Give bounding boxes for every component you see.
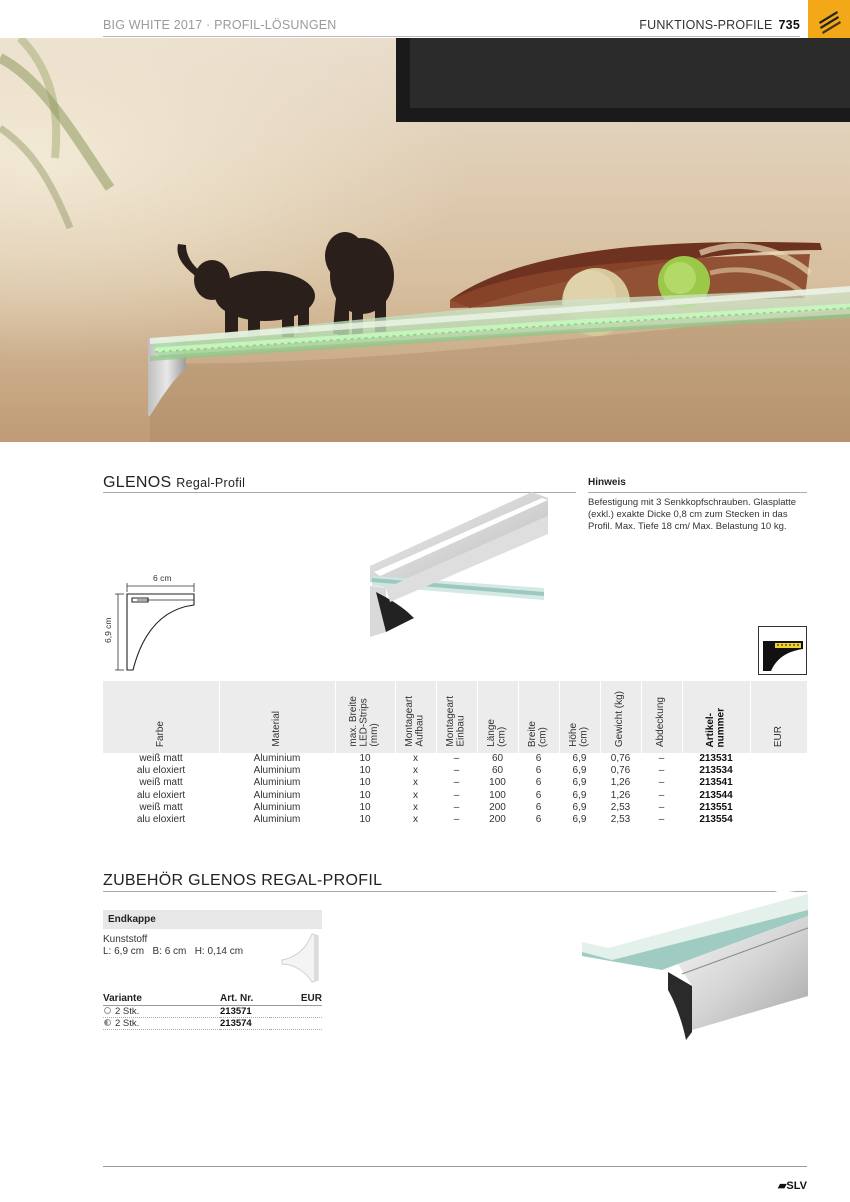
cell-farbe: alu eloxiert bbox=[136, 789, 186, 801]
col-header-label: Gewicht (kg) bbox=[614, 690, 626, 747]
cell-article-number: 213544 bbox=[699, 789, 733, 801]
variant-table bbox=[103, 992, 322, 1030]
cell-material: Aluminium bbox=[253, 765, 301, 777]
slv-logo-tab bbox=[808, 0, 850, 38]
variant-name bbox=[103, 1005, 220, 1017]
cell-article-number: 213541 bbox=[699, 777, 733, 789]
accessory-dimensions: L: 6,9 cm B: 6 cm H: 0,14 cm bbox=[103, 946, 244, 957]
hint-title-rule bbox=[588, 492, 807, 493]
col-height bbox=[559, 681, 600, 753]
variant-name-text: 2 Stk. bbox=[115, 1005, 140, 1017]
cell-width: 6 bbox=[535, 753, 542, 764]
cell-article-number: 213531 bbox=[699, 753, 733, 764]
cell-height: 6,9 bbox=[572, 753, 587, 764]
cell-mount-recessed: – bbox=[453, 801, 460, 813]
variant-col-name: Variante bbox=[103, 992, 220, 1005]
col-eur bbox=[750, 681, 807, 753]
cell-weight: 2,53 bbox=[610, 814, 631, 826]
footer-divider bbox=[103, 1166, 807, 1167]
cell-material: Aluminium bbox=[253, 814, 301, 826]
footer-logo-text: SLV bbox=[786, 1180, 807, 1192]
led-section-icon bbox=[759, 627, 806, 674]
alu-color-dot-icon bbox=[104, 1019, 111, 1026]
cell-eur bbox=[750, 802, 807, 814]
variant-eur bbox=[270, 1017, 322, 1029]
cell-cover: – bbox=[658, 777, 665, 789]
variant-name bbox=[103, 1017, 220, 1029]
cell-led-width: 10 bbox=[359, 753, 371, 764]
cell-mount-surface: x bbox=[413, 765, 418, 777]
cell-farbe: alu eloxiert bbox=[136, 765, 186, 777]
accessory-section-title: ZUBEHÖR GLENOS REGAL-PROFIL bbox=[103, 872, 383, 889]
cell-length: 200 bbox=[489, 801, 506, 813]
hero-photo bbox=[0, 38, 850, 442]
product-name: GLENOS bbox=[103, 474, 172, 491]
cell-material: Aluminium bbox=[253, 801, 301, 813]
cell-eur bbox=[750, 814, 807, 826]
cell-mount-recessed: – bbox=[453, 777, 460, 789]
cell-eur bbox=[750, 777, 807, 789]
col-header-label: Farbe bbox=[154, 720, 166, 747]
col-cover bbox=[641, 681, 682, 753]
cell-led-width: 10 bbox=[359, 814, 371, 826]
cell-height: 6,9 bbox=[572, 777, 587, 789]
accessory-product-render bbox=[582, 890, 808, 1046]
profile-product-render bbox=[366, 492, 550, 640]
cell-material: Aluminium bbox=[253, 789, 301, 801]
cell-length: 100 bbox=[489, 789, 506, 801]
cell-mount-surface: x bbox=[413, 814, 418, 826]
variant-row bbox=[103, 1005, 322, 1017]
spec-table-row bbox=[103, 765, 807, 777]
cell-length: 60 bbox=[491, 753, 504, 764]
variant-table-header bbox=[103, 992, 322, 1005]
cell-eur bbox=[750, 790, 807, 802]
cell-cover: – bbox=[658, 753, 665, 764]
cell-farbe: weiß matt bbox=[139, 753, 183, 764]
cell-mount-recessed: – bbox=[453, 765, 460, 777]
cell-article-number: 213551 bbox=[699, 801, 733, 813]
header-catalog-title: BIG WHITE 2017 · PROFIL-LÖSUNGEN bbox=[103, 18, 337, 32]
cell-width: 6 bbox=[535, 777, 542, 789]
product-spec-table bbox=[103, 681, 807, 826]
col-width bbox=[518, 681, 559, 753]
cell-led-width: 10 bbox=[359, 777, 371, 789]
cell-cover: – bbox=[658, 765, 665, 777]
variant-art: 213574 bbox=[220, 1017, 270, 1029]
shelf-scene-illustration bbox=[0, 38, 850, 442]
cell-width: 6 bbox=[535, 814, 542, 826]
cell-height: 6,9 bbox=[572, 789, 587, 801]
cell-farbe: weiß matt bbox=[139, 801, 183, 813]
cell-material: Aluminium bbox=[253, 777, 301, 789]
cell-article-number: 213554 bbox=[699, 814, 733, 826]
col-length bbox=[477, 681, 518, 753]
page-number: 735 bbox=[778, 18, 800, 32]
header-section-label: FUNKTIONS-PROFILE bbox=[639, 18, 773, 32]
footer-logo-icon: ▰ bbox=[777, 1180, 787, 1192]
profile-dimension-drawing bbox=[100, 578, 210, 678]
variant-row bbox=[103, 1017, 322, 1029]
end-cap-image bbox=[278, 930, 322, 984]
cell-weight: 0,76 bbox=[610, 753, 631, 764]
footer-logo bbox=[778, 1179, 807, 1192]
cell-weight: 2,53 bbox=[610, 801, 631, 813]
spec-table-header bbox=[103, 681, 807, 753]
spec-table-row bbox=[103, 790, 807, 802]
cell-length: 100 bbox=[489, 777, 506, 789]
spec-table-row bbox=[103, 753, 807, 765]
variant-art: 213571 bbox=[220, 1005, 270, 1017]
variant-col-eur: EUR bbox=[270, 992, 322, 1005]
variant-col-art: Art. Nr. bbox=[220, 992, 270, 1005]
product-subtitle: Regal-Profil bbox=[176, 476, 246, 490]
col-article-number bbox=[682, 681, 750, 753]
cell-led-width: 10 bbox=[359, 789, 371, 801]
cell-length: 200 bbox=[489, 814, 506, 826]
col-material bbox=[219, 681, 335, 753]
cell-width: 6 bbox=[535, 789, 542, 801]
variant-eur bbox=[270, 1005, 322, 1017]
cell-led-width: 10 bbox=[359, 765, 371, 777]
col-header-label: Höhe (cm) bbox=[568, 723, 590, 747]
cell-mount-recessed: – bbox=[453, 753, 460, 764]
col-header-label: Abdeckung bbox=[655, 696, 667, 747]
cell-length: 60 bbox=[491, 765, 504, 777]
col-header-label: Breite (cm) bbox=[527, 720, 549, 747]
cell-weight: 1,26 bbox=[610, 789, 631, 801]
cell-eur bbox=[750, 765, 807, 777]
cell-eur bbox=[750, 753, 807, 765]
cell-material: Aluminium bbox=[253, 753, 301, 764]
cell-weight: 1,26 bbox=[610, 777, 631, 789]
cell-mount-surface: x bbox=[413, 753, 418, 764]
cell-height: 6,9 bbox=[572, 801, 587, 813]
col-header-label: Länge (cm) bbox=[486, 719, 508, 747]
cell-mount-surface: x bbox=[413, 777, 418, 789]
cell-height: 6,9 bbox=[572, 814, 587, 826]
cell-mount-surface: x bbox=[413, 789, 418, 801]
variant-name-text: 2 Stk. bbox=[115, 1017, 140, 1029]
cell-cover: – bbox=[658, 801, 665, 813]
col-led-width bbox=[335, 681, 395, 753]
header-divider bbox=[103, 36, 800, 37]
accessory-material: Kunststoff bbox=[103, 934, 148, 945]
led-profile-icon bbox=[758, 626, 807, 675]
col-mount-recessed bbox=[436, 681, 477, 753]
col-header-label: Material bbox=[270, 711, 282, 747]
spec-table-row bbox=[103, 777, 807, 789]
accessory-description bbox=[103, 934, 243, 958]
header-section bbox=[639, 18, 800, 32]
spec-table-row bbox=[103, 802, 807, 814]
cell-width: 6 bbox=[535, 765, 542, 777]
col-farbe bbox=[103, 681, 219, 753]
cell-led-width: 10 bbox=[359, 801, 371, 813]
col-weight bbox=[600, 681, 641, 753]
dimension-width: 6 cm bbox=[153, 573, 172, 583]
white-color-dot-icon bbox=[104, 1007, 111, 1014]
accessory-item-title: Endkappe bbox=[103, 910, 322, 929]
cell-cover: – bbox=[658, 789, 665, 801]
col-header-label: Artikel- nummer bbox=[704, 707, 726, 747]
cell-cover: – bbox=[658, 814, 665, 826]
dimension-height: 6,9 cm bbox=[103, 617, 113, 643]
col-header-label: Montageart Aufbau bbox=[404, 696, 426, 747]
col-header-label: EUR bbox=[772, 725, 784, 747]
cell-width: 6 bbox=[535, 801, 542, 813]
product-title bbox=[103, 474, 245, 492]
cell-weight: 0,76 bbox=[610, 765, 631, 777]
spec-table-row bbox=[103, 814, 807, 826]
col-header-label: Montageart Einbau bbox=[445, 696, 467, 747]
cell-article-number: 213534 bbox=[699, 765, 733, 777]
hint-text: Befestigung mit 3 Senkkopfschrauben. Glasplatte (exkl.) exakte Dicke 0,8 cm zum Stecken in das Profil. Max. Tiefe 18 cm/ Max. Belastung 10 kg. bbox=[588, 497, 797, 532]
cell-mount-surface: x bbox=[413, 801, 418, 813]
cell-farbe: alu eloxiert bbox=[136, 814, 186, 826]
cell-height: 6,9 bbox=[572, 765, 587, 777]
cell-mount-recessed: – bbox=[453, 814, 460, 826]
cell-mount-recessed: – bbox=[453, 789, 460, 801]
slv-stripes-icon bbox=[808, 0, 850, 38]
hint-title: Hinweis bbox=[588, 477, 626, 488]
cell-farbe: weiß matt bbox=[139, 777, 183, 789]
col-header-label: max. Breite LED-Strips (mm) bbox=[348, 696, 381, 747]
col-mount-surface bbox=[395, 681, 436, 753]
